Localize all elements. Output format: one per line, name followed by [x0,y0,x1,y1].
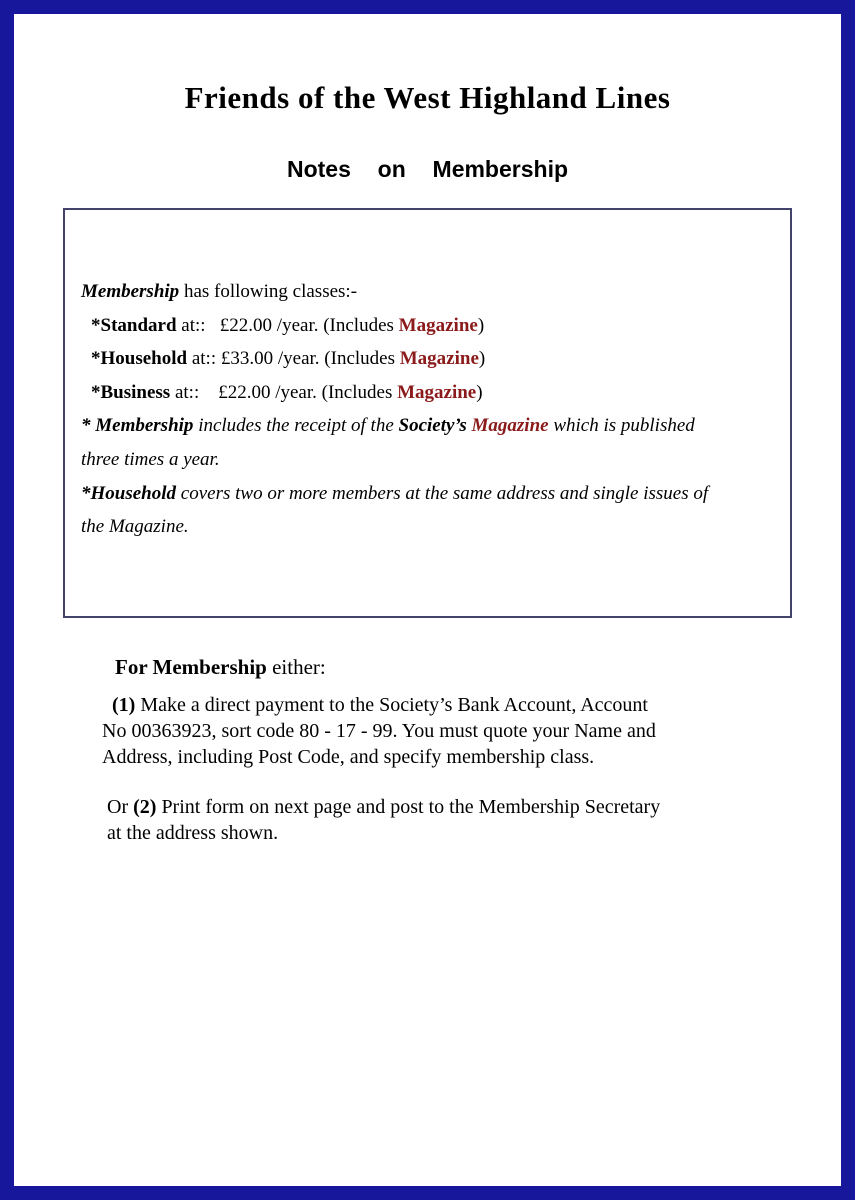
page-title: Friends of the West Highland Lines [184,80,671,115]
membership-notes-box [63,208,792,618]
option-2-line-1: Or (2) Print form on next page and post to the Membership Secretary [102,796,661,818]
payment-option-2 [102,794,660,846]
class-business-line: *Business at:: £22.00 /year. (Includes Magazine) [91,381,483,403]
for-membership-heading: For Membership either: [115,655,326,679]
option-1-line-1: (1) Make a direct payment to the Society’s Bank Account, Account [112,694,648,716]
class-standard-line: *Standard at:: £22.00 /year. (Includes Magazine) [91,314,485,336]
page-subtitle: Notes on Membership [286,156,569,182]
option-1-line-3: Address, including Post Code, and specify membership class. [102,746,595,768]
option-1-line-2: No 00363923, sort code 80 - 17 - 99. You must quote your Name and [102,720,656,742]
household-note-line-2: the Magazine. [81,516,189,538]
membership-classes-intro: Membership has following classes:- [81,281,358,302]
membership-notes-content [65,210,790,544]
payment-option-1 [102,692,656,770]
household-note-line-1: *Household covers two or more members at the same address and single issues of [81,482,709,504]
option-2-line-2: at the address shown. [102,822,279,844]
magazine-note-line-1: * Membership includes the receipt of the Society’s Magazine which is published [81,415,695,437]
magazine-note-line-2: three times a year. [81,448,220,470]
class-household-line: *Household at:: £33.00 /year. (Includes Magazine) [91,348,486,370]
